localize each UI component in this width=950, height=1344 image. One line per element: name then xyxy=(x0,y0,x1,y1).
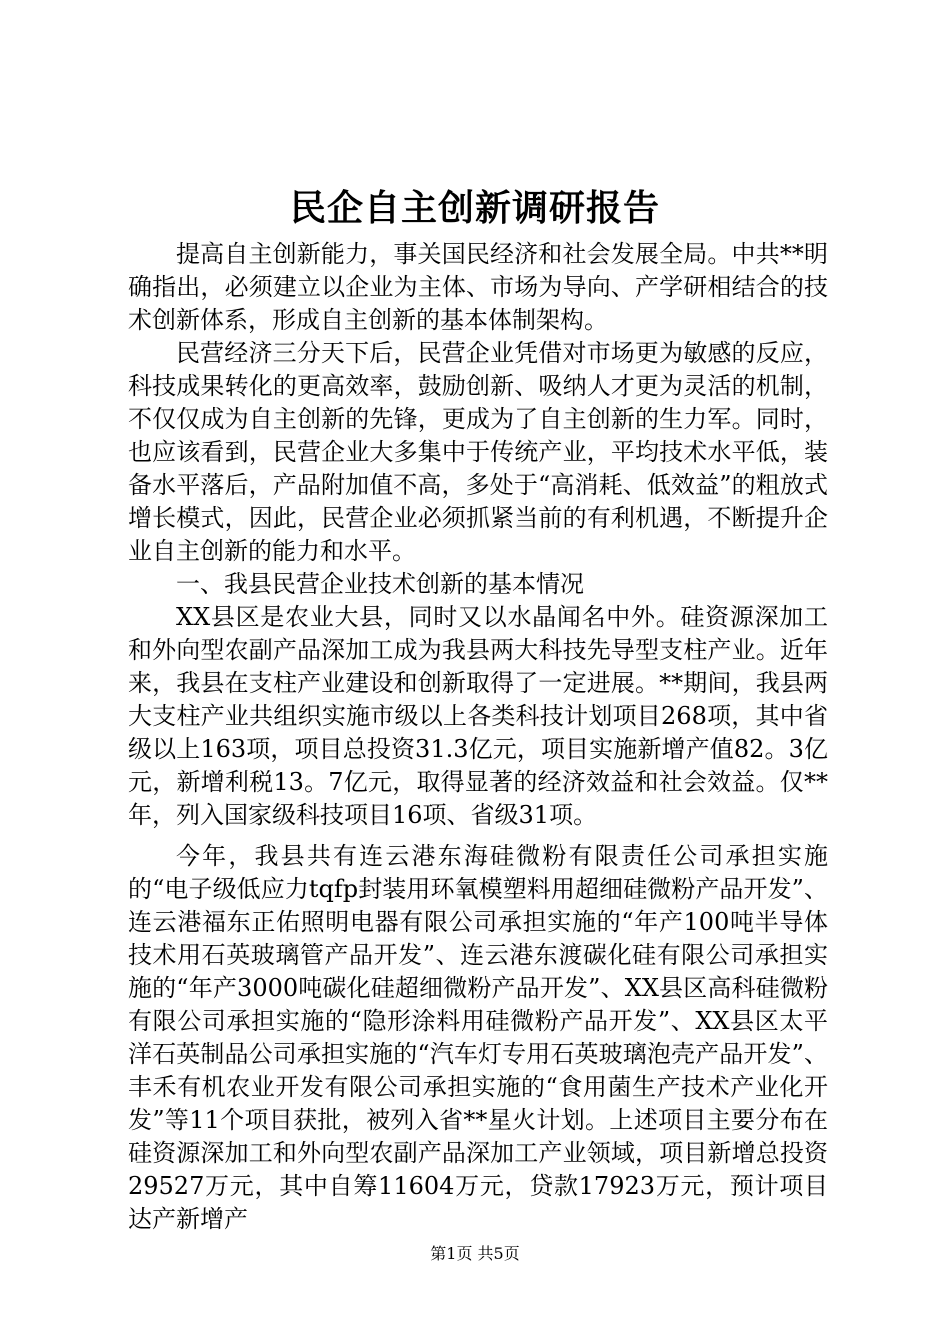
page-footer: 第1页 共5页 xyxy=(430,1244,520,1263)
document-body xyxy=(128,238,828,1236)
section-heading-basic-situation: 一、我县民营企业技术创新的基本情况 xyxy=(176,570,584,598)
paragraph-county-overview: XX县区是农业大县，同时又以水晶闻名中外。硅资源深加工和外向型农副产品深加工成为我县两大科技先导型支柱产业。近年来，我县在支柱产业建设和创新取得了一定进展。**期间，我县两大支柱产业共组织实施市级以上各类科技计划项目268项，其中省级以上163项，项目总投资31.3亿元，项目实施新增产值82。3亿元，新增利税13。7亿元，取得显著的经济效益和社会效益。仅**年，列入国家级科技项目16项、省级31项。 xyxy=(128,603,828,829)
document-title: 民企自主创新调研报告 xyxy=(289,187,660,229)
paragraph-private-economy: 民营经济三分天下后，民营企业凭借对市场更为敏感的反应，科技成果转化的更高效率，鼓励创新、吸纳人才更为灵活的机制，不仅仅成为自主创新的先锋，更成为了自主创新的生力军。同时，也应该看到，民营企业大多集中于传统产业，平均技术水平低，装备水平落后，产品附加值不高，多处于“高消耗、低效益”的粗放式增长模式，因此，民营企业必须抓紧当前的有利机遇，不断提升企业自主创新的能力和水平。 xyxy=(128,339,828,565)
paragraph-projects-this-year: 今年，我县共有连云港东海硅微粉有限责任公司承担实施的“电子级低应力tqfp封装用环氧模塑料用超细硅微粉产品开发”、连云港福东正佑照明电器有限公司承担实施的“年产100吨半导体技术用石英玻璃管产品开发”、连云港东渡碳化硅有限公司承担实施的“年产3000吨碳化硅超细微粉产品开发”、XX县区高科硅微粉有限公司承担实施的“隐形涂料用硅微粉产品开发”、XX县区太平洋石英制品公司承担实施的“汽车灯专用石英玻璃泡壳产品开发”、丰禾有机农业开发有限公司承担实施的“食用菌生产技术产业化开发”等11个项目获批，被列入省**星火计划。上述项目主要分布在硅资源深加工和外向型农副产品深加工产业领域，项目新增总投资29527万元，其中自筹11604万元，贷款17923万元，预计项目达产新增产 xyxy=(128,842,828,1233)
paragraph-intro: 提高自主创新能力，事关国民经济和社会发展全局。中共**明确指出，必须建立以企业为主体、市场为导向、产学研相结合的技术创新体系，形成自主创新的基本体制架构。 xyxy=(128,240,828,334)
